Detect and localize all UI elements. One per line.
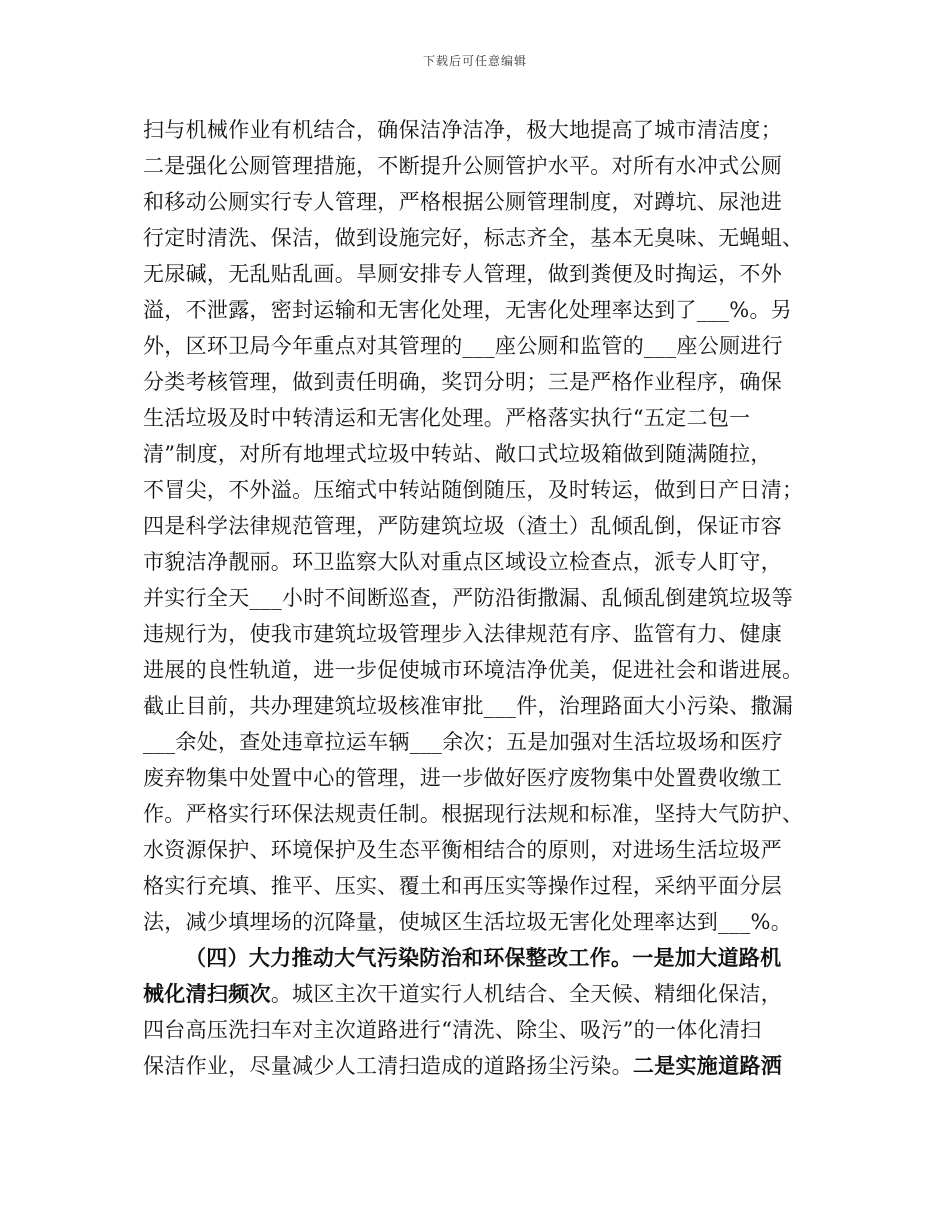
text-line <box>143 400 815 436</box>
text-line <box>143 112 815 148</box>
text-segment: 法，减少填埋场的沉降量，使城区生活垃圾无害化处理率达到___%。 <box>143 910 793 934</box>
text-line <box>143 832 815 868</box>
text-segment: 生活垃圾及时中转清运和无害化处理。严格落实执行“五定二包一 <box>143 406 751 430</box>
text-segment: 分类考核管理，做到责任明确，奖罚分明；三是严格作业程序，确保 <box>143 370 782 394</box>
text-line <box>143 940 815 976</box>
text-segment: 截止目前，共办理建筑垃圾核准审批___件，治理路面大小污染、撒漏 <box>143 694 794 718</box>
text-line <box>143 184 815 220</box>
page-header: 下载后可任意编辑 <box>422 54 527 68</box>
text-line <box>143 904 815 940</box>
text-line <box>143 868 815 904</box>
text-line <box>143 292 815 328</box>
text-line <box>143 328 815 364</box>
text-segment: 四台高压洗扫车对主次道路进行“清洗、除尘、吸污”的一体化清扫 <box>143 1018 762 1042</box>
bold-text-segment: 二是实施道路洒 <box>632 1053 783 1078</box>
text-line <box>143 148 815 184</box>
text-line <box>143 688 815 724</box>
text-line <box>143 508 815 544</box>
text-segment: 水资源保护、环境保护及生态平衡相结合的原则，对进场生活垃圾严 <box>143 838 782 862</box>
text-segment: 扫与机械作业有机结合，确保洁净洁净，极大地提高了城市清洁度； <box>143 118 782 142</box>
text-segment: 保洁作业，尽量减少人工清扫造成的道路扬尘污染。 <box>143 1054 633 1078</box>
text-segment: 格实行充填、推平、压实、覆土和再压实等操作过程，采纳平面分层 <box>143 874 782 898</box>
text-line <box>143 976 815 1012</box>
text-segment: 。城区主次干道实行人机结合、全天候、精细化保洁， <box>270 982 783 1006</box>
text-line <box>143 436 815 472</box>
text-line <box>143 1048 815 1084</box>
text-line <box>143 544 815 580</box>
text-line <box>143 796 815 832</box>
text-segment: 作。严格实行环保法规责任制。根据现行法规和标准，坚持大气防护、 <box>143 802 804 826</box>
text-segment: 外，区环卫局今年重点对其管理的___座公厕和监管的___座公厕进行 <box>143 334 783 358</box>
text-line <box>143 256 815 292</box>
text-segment: 行定时清洗、保洁，做到设施完好，标志齐全，基本无臭味、无蝇蛆、 <box>143 226 804 250</box>
text-segment: 溢，不泄露，密封运输和无害化处理，无害化处理率达到了___%。另 <box>143 298 793 322</box>
text-segment: 进展的良性轨道，进一步促使城市环境洁净优美，促进社会和谐进展。 <box>143 658 804 682</box>
text-line <box>143 580 815 616</box>
text-segment: 四是科学法律规范管理，严防建筑垃圾（渣土）乱倾乱倒，保证市容 <box>143 514 782 538</box>
bold-text-segment: （四）大力推动大气污染防治和环保整改工作。一是加大道路机 <box>185 945 782 970</box>
text-segment: 违规行为，使我市建筑垃圾管理步入法律规范有序、监管有力、健康 <box>143 622 782 646</box>
text-segment: 并实行全天___小时不间断巡查，严防沿街撒漏、乱倾乱倒建筑垃圾等 <box>143 586 794 610</box>
text-segment: 和移动公厕实行专人管理，严格根据公厕管理制度，对蹲坑、尿池进 <box>143 190 782 214</box>
text-segment: 无尿碱，无乱贴乱画。旱厕安排专人管理，做到粪便及时掏运，不外 <box>143 262 782 286</box>
text-segment: 清”制度，对所有地埋式垃圾中转站、敞口式垃圾箱做到随满随拉， <box>143 442 772 466</box>
text-segment: 市貌洁净靓丽。环卫监察大队对重点区域设立检查点，派专人盯守， <box>143 550 782 574</box>
text-segment: 二是强化公厕管理措施，不断提升公厕管护水平。对所有水冲式公厕 <box>143 154 782 178</box>
document-body <box>143 112 815 1084</box>
text-segment: 废弃物集中处置中心的管理，进一步做好医疗废物集中处置费收缴工 <box>143 766 782 790</box>
text-line <box>143 652 815 688</box>
text-line <box>143 1012 815 1048</box>
text-line <box>143 364 815 400</box>
bold-text-segment: 械化清扫频次 <box>143 981 271 1006</box>
text-segment: ___余处，查处违章拉运车辆___余次；五是加强对生活垃圾场和医疗 <box>143 730 783 754</box>
text-line <box>143 616 815 652</box>
text-line <box>143 472 815 508</box>
text-line <box>143 724 815 760</box>
text-line <box>143 760 815 796</box>
text-line <box>143 220 815 256</box>
text-segment: 不冒尖，不外溢。压缩式中转站随倒随压，及时转运，做到日产日清； <box>143 478 804 502</box>
